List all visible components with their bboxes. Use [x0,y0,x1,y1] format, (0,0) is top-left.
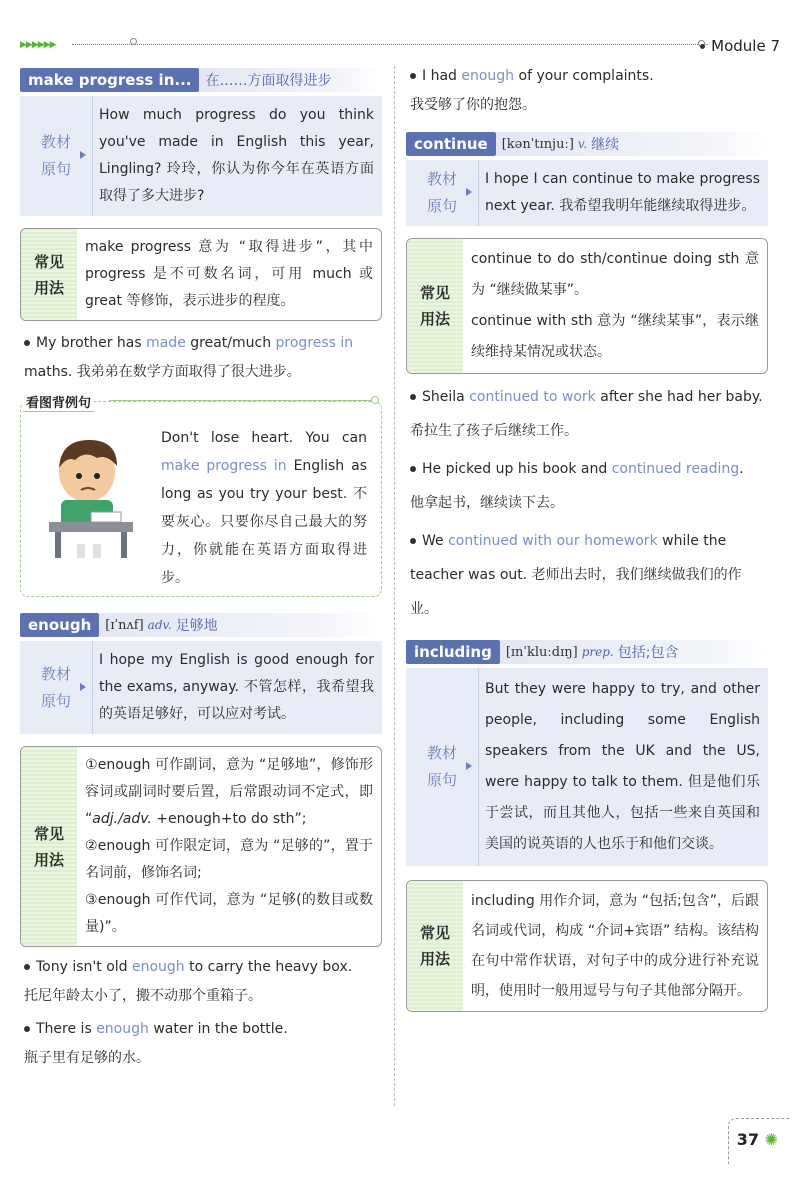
picbox-rule [109,400,373,401]
bulb-icon: ✺ [764,1130,778,1149]
usage-text: including 用作介词，意为 “包括;包含”，后跟名词或代词，构成 “介词+宾语” 结构。该结构在句中常作状语，对句子中的成分进行补充说明，使用时一般用逗号与句子其他部分隔开。 [471,893,759,999]
usage-box [20,228,382,321]
headword: enough [20,613,99,637]
textbook-text: How much progress do you think you've made in English this year, Lingling? 玲玲，你认为你今年在英语方面取得了多大进步? [92,96,382,216]
usage-box [406,238,768,374]
example-sentence: We continued with our homework while the teacher was out. 老师出去时，我们继续做我们的作业。 [410,533,742,617]
picture-example-tag: 看图背例句 [23,392,94,412]
textbook-sentence [20,641,382,734]
usage-text: continue to do sth/continue doing sth 意为 “继续做某事”。 continue with sth 意为 “继续某事”，表示继续维持某情况或状态。 [471,251,759,360]
usage-label: 常见 用法 [21,229,77,320]
textbook-label: 教材 原句 [20,96,92,216]
headword: continue [406,132,496,156]
header-rule-knob [130,38,137,45]
meaning: 在……方面取得进步 [199,68,382,92]
meaning: [kənˈtɪnjuː] v. 继续 [496,132,768,156]
example-sentence: I had enough of your complaints. 我受够了你的抱怨。 [410,68,654,113]
example-sentence: He picked up his book and continued reading. 他拿起书，继续读下去。 [410,461,744,511]
usage-label: 常见 用法 [407,239,463,373]
usage-label: 常见 用法 [21,747,77,946]
module-label: Module 7 [700,37,780,55]
boy-studying-illustration [41,432,141,562]
meaning: [ɪˈnʌf] adv. 足够地 [99,613,382,637]
example-sentence: My brother has made great/much progress in maths. 我弟弟在数学方面取得了很大进步。 [24,335,354,380]
usage-box [406,880,768,1012]
example-sentence: Tony isn't old enough to carry the heavy box. 托尼年龄太小了，搬不动那个重箱子。 [24,959,353,1004]
textbook-text: I hope my English is good enough for the exams, anyway. 不管怎样，我希望我的英语足够好，可以应对考试。 [92,641,382,734]
textbook-label: 教材 原句 [20,641,92,734]
word-entry-including [406,638,768,666]
textbook-label: 教材 原句 [406,668,478,866]
headword: including [406,640,500,664]
picture-example-box [20,396,382,597]
example-sentence: Sheila continued to work after she had her baby. 希拉生了孩子后继续工作。 [410,389,763,439]
picture-example-text: Don't lose heart. You can make progress in English as long as you try your best. 不要灰心。只要你尽自己最大的努力，你就能在英语方面取得进步。 [161,430,367,586]
right-column [406,66,768,1012]
example-sentence: There is enough water in the bottle. 瓶子里有足够的水。 [24,1021,288,1066]
textbook-text: I hope I can continue to make progress next year. 我希望我明年能继续取得进步。 [478,160,768,226]
textbook-text: But they were happy to try, and other people, including some English speakers from the UK and the US, were happy to talk to them. 但是他们乐于尝试，而且其他人，包括一些来自英国和美国的说英语的人也乐于和他们交谈。 [478,668,768,866]
word-entry-continue [406,130,768,158]
textbook-sentence [406,160,768,226]
textbook-label: 教材 原句 [406,160,478,226]
column-divider [394,66,395,1106]
usage-text: make progress 意为 “取得进步”，其中 progress 是不可数名词，可用 much 或 great 等修饰，表示进步的程度。 [85,239,373,309]
left-column [20,66,382,1073]
word-entry-enough [20,611,382,639]
headword: make progress in... [20,68,199,92]
picbox-knob [371,396,379,404]
header-arrows: ▶▶▶▶▶▶ [20,40,56,50]
usage-label: 常见 用法 [407,881,463,1011]
usage-box [20,746,382,947]
header-rule [72,44,708,45]
meaning: [ɪnˈkluːdɪŋ] prep. 包括;包含 [500,640,768,664]
word-entry-make-progress [20,66,382,94]
textbook-sentence [20,96,382,216]
usage-text: ①enough 可作副词，意为 “足够地”，修饰形容词或副词时要后置，后常跟动词不定式，即 “adj./adv. +enough+to do sth”; ②enough 可作限定词，意为 “足够的”，置于名词前，修饰名词; ③enough 可作代词，意为 “足够(的数目或数量)”。 [85,757,373,935]
textbook-sentence [406,668,768,866]
page-number: 37 ✺ [736,1130,778,1149]
